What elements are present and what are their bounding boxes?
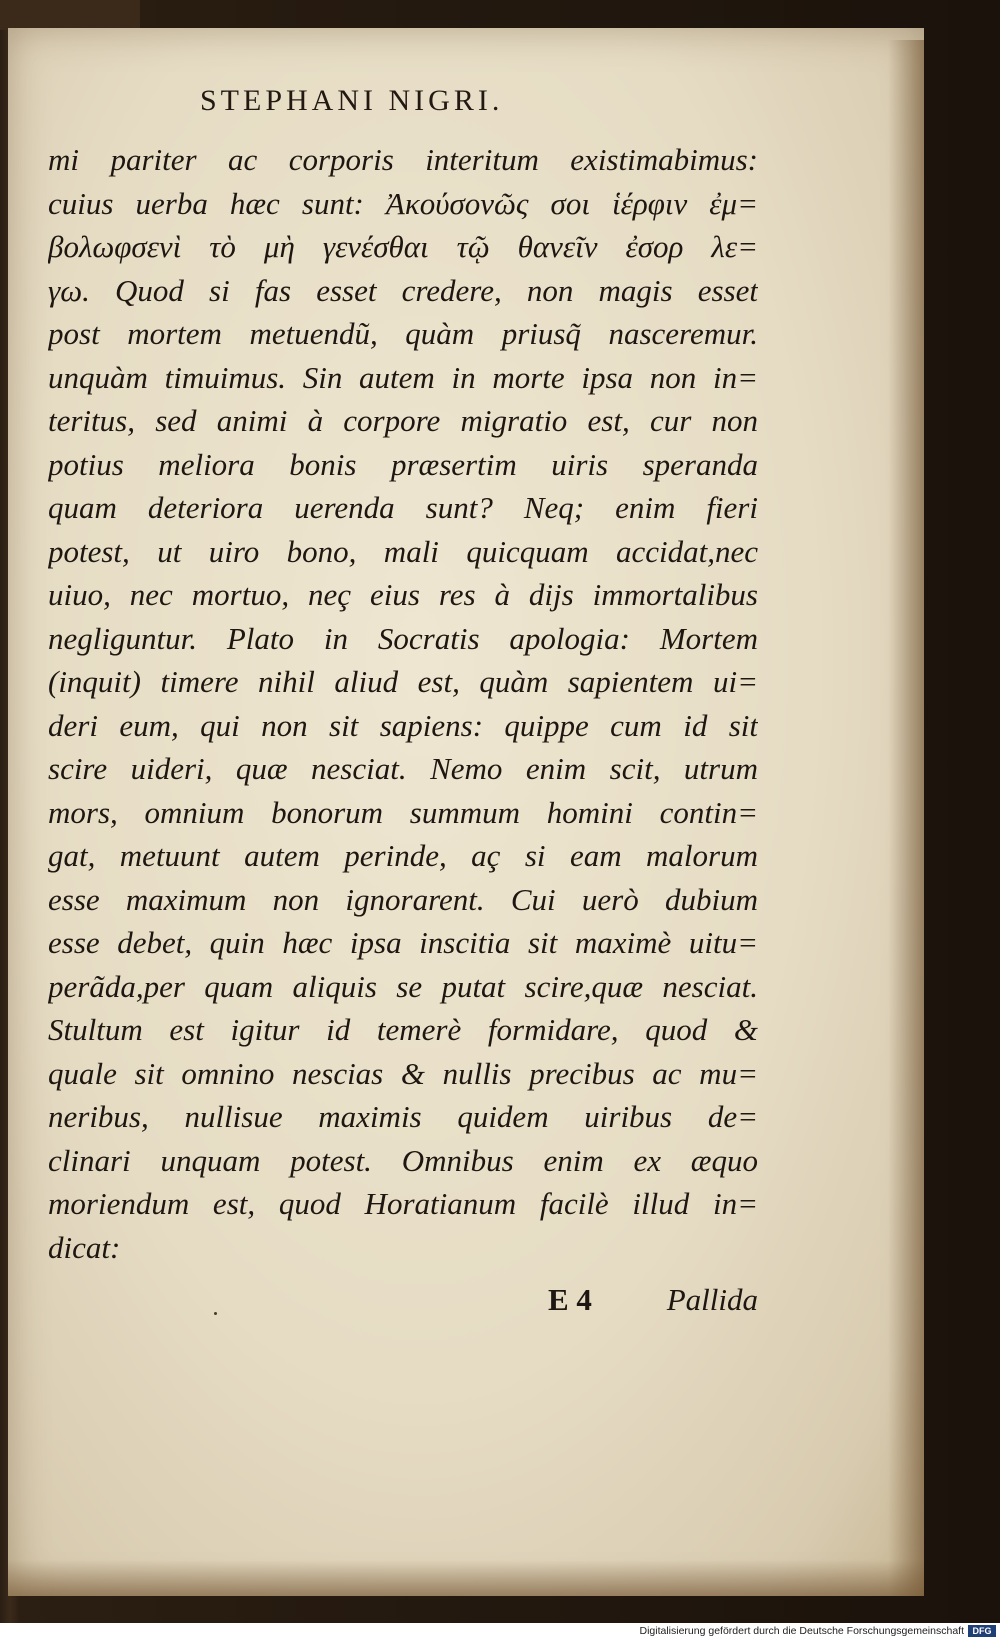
text-line: teritus, sed animi à corpore migratio est, cur non [48, 403, 758, 438]
page-edge-shadow-right [888, 40, 924, 1596]
binding-edge [0, 0, 140, 30]
text-line: quam deteriora uerenda sunt? Neq; enim fieri [48, 490, 758, 525]
ink-speck [214, 1312, 217, 1315]
text-line: potius meliora bonis præsertim uiris speranda [48, 446, 758, 482]
text-line: mors, omnium bonorum summum homini contin= [48, 794, 758, 830]
text-line: scire uideri, quæ nesciat. Nemo enim scit, utrum [48, 751, 758, 786]
text-line: negliguntur. Plato in Socratis apologia: Mortem [48, 620, 758, 656]
text-line: unquàm timuimus. Sin autem in morte ipsa non in= [48, 359, 758, 395]
page-footer-catchwords [548, 1282, 758, 1318]
funding-credit: Digitalisierung gefördert durch die Deutsche Forschungsgemeinschaft [639, 1625, 964, 1637]
signature-mark: E 4 [548, 1282, 592, 1317]
text-line: cuius uerba hæc sunt: Ἀκούσονῶς σοι ἱέρφιν ἐμ= [48, 185, 758, 221]
body-text [48, 138, 758, 1269]
text-line: βολωφσενὶ τὸ μὴ γενέσθαι τῷ θανεῖν ἐσορ λε= [48, 229, 758, 264]
text-line: γω. Quod si fas esset credere, non magis esset [48, 272, 758, 308]
text-line: uiuo, nec mortuo, neç eius res à dijs immortalibus [48, 577, 758, 612]
text-line: deri eum, qui non sit sapiens: quippe cum id sit [48, 707, 758, 743]
text-line: mi pariter ac corporis interitum existimabimus: [48, 142, 758, 177]
text-line: Stultum est igitur id temerè formidare, quod & [48, 1012, 758, 1047]
text-line: perãda,per quam aliquis se putat scire,quæ nesciat. [48, 968, 758, 1004]
text-line: potest, ut uiro bono, mali quicquam accidat,nec [48, 533, 758, 569]
text-line: esse debet, quin hæc ipsa inscitia sit maximè uitu= [48, 925, 758, 960]
text-line: dicat: [48, 1229, 121, 1265]
running-head: STEPHANI NIGRI. [200, 84, 504, 117]
text-line: clinari unquam potest. Omnibus enim ex æquo [48, 1142, 758, 1178]
text-line: esse maximum non ignorarent. Cui uerò dubium [48, 881, 758, 917]
text-line: moriendum est, quod Horatianum facilè illud in= [48, 1186, 758, 1221]
catchword: Pallida [666, 1282, 758, 1317]
text-line: neribus, nullisue maximis quidem uiribus de= [48, 1099, 758, 1134]
text-line: (inquit) timere nihil aliud est, quàm sapientem ui= [48, 664, 758, 699]
page-edge-shadow-bottom [8, 1560, 924, 1596]
text-line: post mortem metuendũ, quàm priusq̃ nasceremur. [48, 316, 758, 351]
text-line: gat, metuunt autem perinde, aç si eam malorum [48, 838, 758, 873]
text-line: quale sit omnino nescias & nullis precibus ac mu= [48, 1055, 758, 1091]
dfg-logo: DFG [968, 1625, 996, 1637]
